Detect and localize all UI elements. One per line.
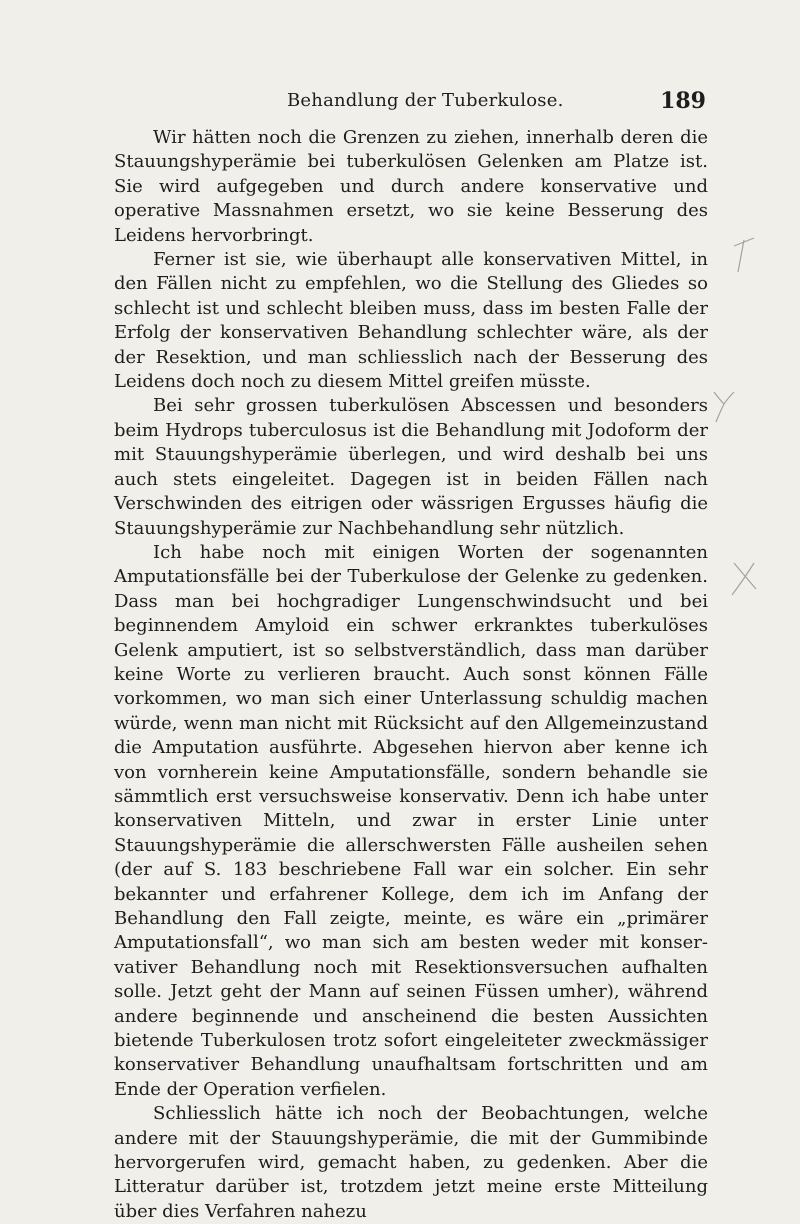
margin-pencil-mark <box>730 236 760 276</box>
paragraph: Ich habe noch mit einigen Worten der sogenannten Amputationsfälle bei der Tuberkulose der Gelenke zu gedenken. Dass man bei hochgradiger Lungenschwindsucht und bei beginnendem Amyloid ein schwer erkranktes tuberkulöses Gelenk amputiert, ist so selbstverständlich, dass man darüber keine Worte zu verlieren braucht. Auch sonst können Fälle vorkommen, wo man sich einer Unterlassung schuldig machen würde, wenn man nicht mit Rücksicht auf den Allgemeinzustand die Amputation ausführte. Abgesehen hiervon aber kenne ich von vornherein keine Amputationsfälle, sondern behandle sie sämmtlich erst versuchsweise konservativ. Denn ich habe unter konservativen Mitteln, und zwar in erster Linie unter Stauungshyperämie die allerschwersten Fälle ausheilen sehen (der auf S. 183 beschriebene Fall war ein solcher. Ein sehr bekannter und erfahrener Kollege, dem ich im Anfang der Behandlung den Fall zeigte, meinte, es wäre ein „primärer Amputationsfall“, wo man sich am besten weder mit konservativer Behandlung noch mit Resektionsversuchen aufhalten solle. Jetzt geht der Mann auf seinen Füssen umher), während andere beginnende und anscheinend die besten Aussichten bietende Tuberkulosen trotz sofort eingeleiteter zweckmässiger konservativer Behandlung unaufhaltsam fortschritten und am Ende der Operation verfielen. <box>114 541 708 1100</box>
body-text <box>114 126 708 1224</box>
paragraph: Wir hätten noch die Grenzen zu ziehen, innerhalb deren die Stauungshyperämie bei tuberkulösen Gelenken am Platze ist. Sie wird aufgegeben und durch andere konservative und operative Massnahmen ersetzt, wo sie keine Besserung des Leidens hervorbringt. <box>114 127 708 246</box>
paragraph: Ferner ist sie, wie überhaupt alle konservativen Mittel, in den Fällen nicht zu empfehlen, wo die Stellung des Gliedes so schlecht ist und schlecht bleiben muss, dass im besten Falle der Erfolg der konservativen Behandlung schlechter wäre, als der der Resektion, und man schliesslich nach der Besserung des Leidens doch noch zu diesem Mittel greifen müsste. <box>114 249 708 393</box>
margin-pencil-mark <box>728 559 762 599</box>
page-number: 189 <box>660 88 706 114</box>
paragraph: Schliesslich hätte ich noch der Beobachtungen, welche andere mit der Stauungshyperämie, die mit der Gummibinde hervorgerufen wird, gemacht haben, zu gedenken. Aber die Litteratur darüber ist, trotzdem jetzt meine erste Mitteilung über dies Verfahren nahezu <box>114 1103 708 1222</box>
margin-pencil-mark <box>710 388 740 428</box>
running-head <box>0 90 800 120</box>
running-title: Behandlung der Tuberkulose. <box>287 90 564 111</box>
paragraph: Bei sehr grossen tuberkulösen Abscessen und besonders beim Hydrops tuberculosus ist die Behandlung mit Jodoform der mit Stauungshyperämie überlegen, und wird deshalb bei uns auch stets eingeleitet. Dagegen ist in beiden Fällen nach Verschwinden des eitrigen oder wässrigen Ergusses häufig die Stauungshyperämie zur Nachbehandlung sehr nützlich. <box>114 395 708 539</box>
